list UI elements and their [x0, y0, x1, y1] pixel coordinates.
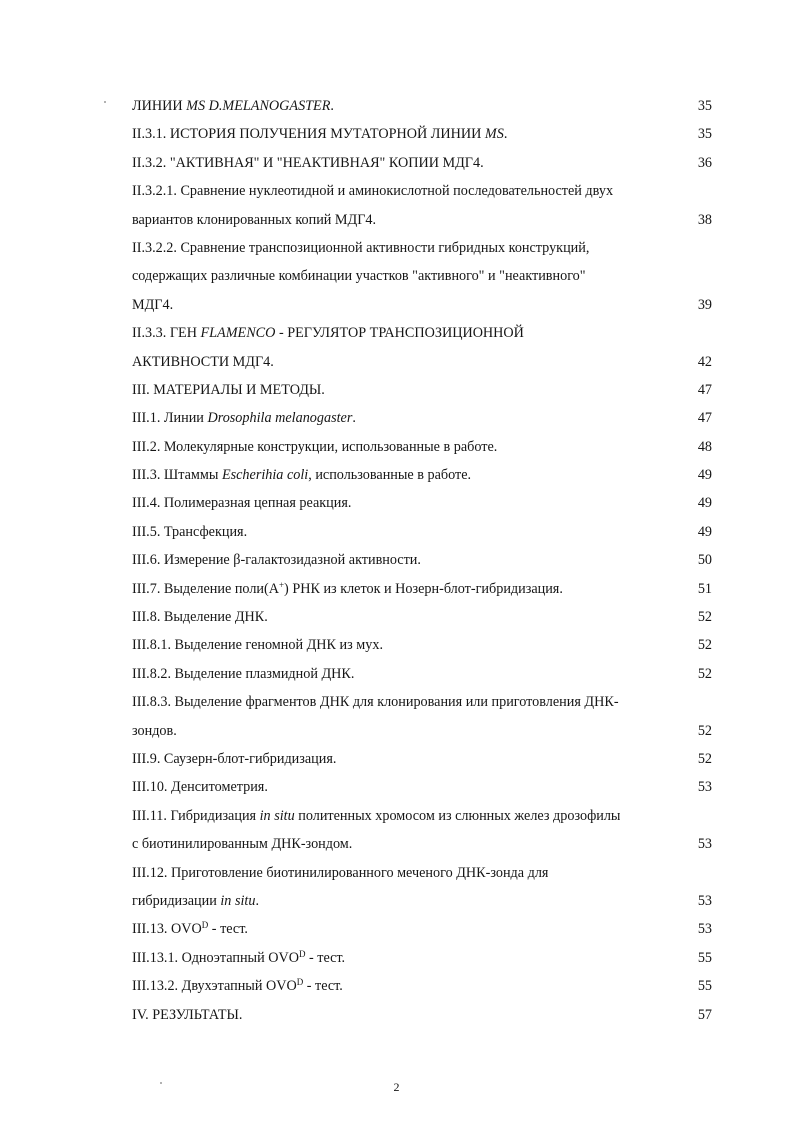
- title-text: гибридизации: [132, 892, 221, 909]
- toc-entry-title: [132, 404, 356, 432]
- toc-entry: [132, 319, 712, 347]
- toc-entry: [132, 348, 712, 376]
- toc-entry-title: [132, 859, 548, 887]
- toc-entry-title: [132, 575, 563, 603]
- toc-page-number: 38: [697, 211, 712, 228]
- italic-text: Escherihia coli: [221, 467, 309, 484]
- title-text: ЛИНИИ: [132, 98, 187, 114]
- toc-entry: [132, 376, 712, 404]
- toc-entry-title: [132, 972, 343, 1000]
- toc-entry: [132, 688, 712, 716]
- toc-entry-title: [132, 688, 619, 716]
- toc-entry: [132, 291, 712, 319]
- title-text: III.8.3. Выделение фрагментов ДНК для клонирования или приготовления ДНК-: [132, 694, 619, 711]
- toc-entry-title: [132, 92, 334, 120]
- title-text: II.3.1. ИСТОРИЯ ПОЛУЧЕНИЯ МУТАТОРНОЙ ЛИНИИ: [132, 126, 485, 143]
- title-text: III.9. Саузерн-блот-гибридизация.: [132, 750, 337, 767]
- toc-entry-title: [132, 262, 586, 290]
- toc-entry-title: [132, 461, 471, 489]
- toc-entry-title: [132, 489, 351, 517]
- toc-page-number: 52: [697, 665, 712, 682]
- toc-page-number: 57: [697, 1006, 712, 1023]
- toc-entry: [132, 631, 712, 659]
- title-text: .: [330, 98, 334, 114]
- toc-entry: [132, 546, 712, 574]
- toc-entry-title: [132, 376, 325, 404]
- toc-entry-title: [132, 234, 589, 262]
- title-text: III.1. Линии: [132, 410, 208, 427]
- toc-page-number: 52: [697, 637, 712, 654]
- toc-page-number: 39: [697, 296, 712, 313]
- title-text: II.3.2. "АКТИВНАЯ" И "НЕАКТИВНАЯ" КОПИИ МДГ4.: [132, 154, 484, 171]
- toc-page-number: 49: [697, 467, 712, 484]
- toc-entry-title: [132, 887, 259, 915]
- toc-page-number: 49: [697, 495, 712, 512]
- title-text: III. МАТЕРИАЛЫ И МЕТОДЫ.: [132, 381, 325, 398]
- title-text: III.13.2. Двухэтапный OVO: [132, 978, 297, 995]
- title-text: зондов.: [132, 722, 177, 739]
- page-number: 2: [393, 1080, 400, 1094]
- toc-entry: [132, 404, 712, 432]
- toc-entry-title: [132, 717, 177, 745]
- toc-page-number: 51: [697, 580, 712, 597]
- title-text: III.2. Молекулярные конструкции, использованные в работе.: [132, 438, 498, 455]
- toc-entry: [132, 944, 712, 972]
- title-text: - РЕГУЛЯТОР ТРАНСПОЗИЦИОННОЙ: [275, 325, 524, 342]
- toc-page-number: 55: [697, 949, 712, 966]
- toc-page-number: 35: [697, 126, 712, 143]
- title-text: - тест.: [303, 978, 343, 995]
- toc-entry-title: [132, 1001, 242, 1029]
- toc-entry: [132, 489, 712, 517]
- title-text: III.13. OVO: [132, 921, 202, 938]
- toc-page-number: 53: [697, 921, 712, 938]
- italic-text: Drosophila melanogaster: [207, 410, 353, 427]
- toc-page-number: 53: [697, 892, 712, 909]
- toc-entry-title: [132, 433, 497, 461]
- toc-page-number: 55: [697, 978, 712, 995]
- title-text: IV. РЕЗУЛЬТАТЫ.: [132, 1006, 243, 1023]
- toc-entry: [132, 120, 712, 148]
- title-text: II.3.2.2. Сравнение транспозиционной активности гибридных конструкций,: [132, 239, 590, 256]
- toc-page-number: 36: [697, 154, 712, 171]
- toc-entry: [132, 745, 712, 773]
- superscript-text: D: [298, 948, 306, 959]
- toc-entry-title: [132, 944, 345, 972]
- scan-speck: [104, 101, 106, 103]
- toc-entry-title: [132, 546, 421, 574]
- toc-entry: [132, 915, 712, 943]
- title-text: II.3.3. ГЕН: [132, 325, 201, 342]
- toc-entry-title: [132, 120, 507, 148]
- toc-page-number: 52: [697, 609, 712, 626]
- title-text: политенных хромосом из слюнных желез дрозофилы: [294, 807, 621, 824]
- title-text: , использованные в работе.: [308, 467, 472, 484]
- toc-page-number: 52: [697, 750, 712, 767]
- toc-entry-title: [132, 802, 620, 830]
- toc-entry: [132, 262, 712, 290]
- toc-page-number: 48: [697, 438, 712, 455]
- toc-entry: [132, 802, 712, 830]
- superscript-text: D: [201, 920, 209, 931]
- toc-entry-title: [132, 319, 524, 347]
- toc-entry-title: [132, 177, 613, 205]
- title-text: III.13.1. Одноэтапный OVO: [132, 949, 299, 966]
- toc-page-number: 53: [697, 836, 712, 853]
- title-text: ) РНК из клеток и Нозерн-блот-гибридизация.: [284, 580, 563, 597]
- toc-entry: [132, 149, 712, 177]
- toc-entry: [132, 660, 712, 688]
- italic-text: MS D.MELANOGASTER: [186, 98, 331, 114]
- toc-entry-title: [132, 149, 484, 177]
- toc-entry-title: [132, 291, 173, 319]
- toc-entry-title: [132, 745, 336, 773]
- toc-entry-title: [132, 631, 383, 659]
- toc-entry: [132, 234, 712, 262]
- title-text: III.8.2. Выделение плазмидной ДНК.: [132, 665, 355, 682]
- title-text: III.3. Штаммы: [132, 467, 222, 484]
- toc-entry: [132, 773, 712, 801]
- toc-entry: [132, 830, 712, 858]
- toc-entry: [132, 177, 712, 205]
- toc-entry: [132, 461, 712, 489]
- toc-entry: [132, 433, 712, 461]
- scan-speck: [160, 1082, 162, 1084]
- toc-entry-title: [132, 915, 248, 943]
- title-text: АКТИВНОСТИ МДГ4.: [132, 353, 274, 370]
- toc-entry: [132, 603, 712, 631]
- italic-text: in situ: [220, 892, 256, 909]
- toc-page-number: 53: [697, 779, 712, 796]
- toc-page-number: 35: [697, 98, 712, 114]
- title-text: МДГ4.: [132, 296, 174, 313]
- toc-entry-title: [132, 660, 354, 688]
- toc-page-number: 49: [697, 523, 712, 540]
- italic-text: MS: [484, 126, 504, 143]
- superscript-text: +: [278, 579, 285, 590]
- title-text: .: [503, 126, 508, 143]
- toc-entry-title: [132, 603, 268, 631]
- title-text: III.10. Денситометрия.: [132, 779, 268, 796]
- toc-page-number: 47: [697, 410, 712, 427]
- toc-entry-title: [132, 518, 247, 546]
- toc-page-number: 50: [697, 552, 712, 569]
- toc-entry: [132, 1001, 712, 1029]
- title-text: III.7. Выделение поли(А: [132, 580, 279, 597]
- title-text: II.3.2.1. Сравнение нуклеотидной и аминокислотной последовательностей двух: [132, 183, 614, 200]
- title-text: с биотинилированным ДНК-зондом.: [132, 836, 353, 853]
- title-text: III.4. Полимеразная цепная реакция.: [132, 495, 352, 512]
- italic-text: in situ: [259, 807, 295, 824]
- title-text: III.8. Выделение ДНК.: [132, 609, 268, 626]
- toc-page-number: 52: [697, 722, 712, 739]
- toc-entry: [132, 575, 712, 603]
- title-text: III.12. Приготовление биотинилированного меченого ДНК-зонда для: [132, 864, 549, 881]
- toc-entry: [132, 518, 712, 546]
- title-text: .: [352, 410, 356, 427]
- title-text: вариантов клонированных копий МДГ4.: [132, 211, 377, 228]
- table-of-contents: [132, 92, 712, 1029]
- toc-entry-title: [132, 206, 376, 234]
- toc-entry: [132, 717, 712, 745]
- toc-page-number: 47: [697, 381, 712, 398]
- toc-page-number: 42: [697, 353, 712, 370]
- title-text: III.11. Гибридизация: [132, 807, 260, 824]
- title-text: III.6. Измерение β-галактозидазной активности.: [132, 552, 421, 569]
- title-text: III.5. Трансфекция.: [132, 523, 248, 540]
- italic-text: FLAMENCO: [200, 325, 276, 342]
- toc-entry: [132, 887, 712, 915]
- title-text: содержащих различные комбинации участков "активного" и "неактивного": [132, 268, 586, 285]
- toc-entry-title: [132, 348, 274, 376]
- title-text: - тест.: [305, 949, 346, 966]
- toc-entry-title: [132, 830, 352, 858]
- title-text: - тест.: [208, 921, 248, 938]
- title-text: .: [255, 892, 259, 909]
- toc-entry: [132, 92, 712, 120]
- toc-entry: [132, 972, 712, 1000]
- toc-entry: [132, 206, 712, 234]
- toc-entry: [132, 859, 712, 887]
- toc-entry-title: [132, 773, 268, 801]
- title-text: III.8.1. Выделение геномной ДНК из мух.: [132, 637, 384, 654]
- superscript-text: D: [296, 977, 304, 988]
